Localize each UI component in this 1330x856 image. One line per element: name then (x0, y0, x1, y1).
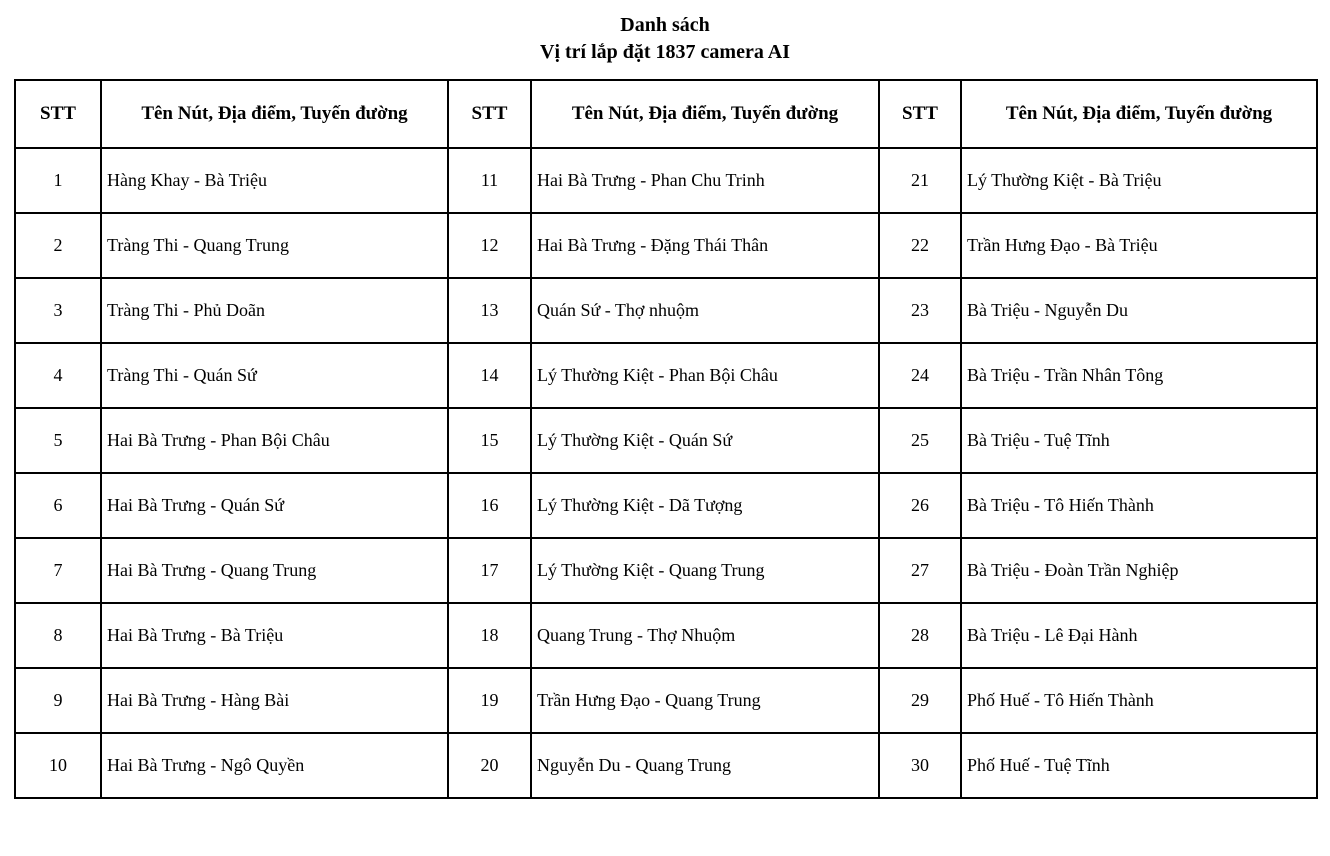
location-cell: Lý Thường Kiệt - Phan Bội Châu (531, 343, 879, 408)
location-cell: Hai Bà Trưng - Quán Sứ (101, 473, 448, 538)
location-cell: Quán Sứ - Thợ nhuộm (531, 278, 879, 343)
doc-title (0, 0, 1330, 66)
location-cell: Tràng Thi - Phủ Doãn (101, 278, 448, 343)
header-stt-col1: STT (15, 80, 101, 148)
location-cell: Hai Bà Trưng - Ngô Quyền (101, 733, 448, 798)
location-cell: Bà Triệu - Đoàn Trần Nghiệp (961, 538, 1317, 603)
table-row (15, 343, 1317, 408)
location-cell: Phố Huế - Tô Hiến Thành (961, 668, 1317, 733)
location-cell: Lý Thường Kiệt - Bà Triệu (961, 148, 1317, 213)
doc-title-line1: Danh sách (620, 14, 710, 36)
table-row (15, 278, 1317, 343)
location-cell: Hai Bà Trưng - Đặng Thái Thân (531, 213, 879, 278)
stt-cell: 24 (879, 343, 961, 408)
stt-cell: 18 (448, 603, 531, 668)
stt-cell: 22 (879, 213, 961, 278)
stt-cell: 13 (448, 278, 531, 343)
table-row (15, 408, 1317, 473)
location-cell: Nguyễn Du - Quang Trung (531, 733, 879, 798)
stt-cell: 10 (15, 733, 101, 798)
stt-cell: 5 (15, 408, 101, 473)
location-cell: Lý Thường Kiệt - Quán Sứ (531, 408, 879, 473)
stt-cell: 21 (879, 148, 961, 213)
location-cell: Bà Triệu - Tô Hiến Thành (961, 473, 1317, 538)
stt-cell: 3 (15, 278, 101, 343)
table-row (15, 733, 1317, 798)
header-stt-col3: STT (879, 80, 961, 148)
location-cell: Lý Thường Kiệt - Dã Tượng (531, 473, 879, 538)
location-cell: Bà Triệu - Lê Đại Hành (961, 603, 1317, 668)
stt-cell: 11 (448, 148, 531, 213)
stt-cell: 20 (448, 733, 531, 798)
stt-cell: 19 (448, 668, 531, 733)
location-cell: Hai Bà Trưng - Hàng Bài (101, 668, 448, 733)
location-cell: Quang Trung - Thợ Nhuộm (531, 603, 879, 668)
stt-cell: 23 (879, 278, 961, 343)
stt-cell: 28 (879, 603, 961, 668)
stt-cell: 17 (448, 538, 531, 603)
table-row (15, 213, 1317, 278)
stt-cell: 8 (15, 603, 101, 668)
stt-cell: 4 (15, 343, 101, 408)
location-cell: Lý Thường Kiệt - Quang Trung (531, 538, 879, 603)
location-cell: Trần Hưng Đạo - Bà Triệu (961, 213, 1317, 278)
stt-cell: 1 (15, 148, 101, 213)
stt-cell: 6 (15, 473, 101, 538)
location-cell: Tràng Thi - Quán Sứ (101, 343, 448, 408)
location-cell: Hai Bà Trưng - Phan Bội Châu (101, 408, 448, 473)
table-row (15, 473, 1317, 538)
location-cell: Hai Bà Trưng - Phan Chu Trinh (531, 148, 879, 213)
table-row (15, 148, 1317, 213)
table-row (15, 603, 1317, 668)
header-location-col2: Tên Nút, Địa điểm, Tuyến đường (531, 80, 879, 148)
header-row (15, 80, 1317, 148)
stt-cell: 9 (15, 668, 101, 733)
stt-cell: 15 (448, 408, 531, 473)
stt-cell: 27 (879, 538, 961, 603)
location-cell: Bà Triệu - Nguyễn Du (961, 278, 1317, 343)
stt-cell: 25 (879, 408, 961, 473)
header-location-col3: Tên Nút, Địa điểm, Tuyến đường (961, 80, 1317, 148)
location-cell: Trần Hưng Đạo - Quang Trung (531, 668, 879, 733)
location-cell: Phố Huế - Tuệ Tĩnh (961, 733, 1317, 798)
stt-cell: 2 (15, 213, 101, 278)
location-cell: Tràng Thi - Quang Trung (101, 213, 448, 278)
doc-title-line2: Vị trí lắp đặt 1837 camera AI (540, 41, 790, 63)
location-cell: Hàng Khay - Bà Triệu (101, 148, 448, 213)
camera-locations-table (14, 79, 1318, 799)
location-cell: Bà Triệu - Trần Nhân Tông (961, 343, 1317, 408)
stt-cell: 12 (448, 213, 531, 278)
header-stt-col2: STT (448, 80, 531, 148)
table-row (15, 538, 1317, 603)
location-cell: Hai Bà Trưng - Bà Triệu (101, 603, 448, 668)
location-cell: Hai Bà Trưng - Quang Trung (101, 538, 448, 603)
stt-cell: 30 (879, 733, 961, 798)
stt-cell: 7 (15, 538, 101, 603)
location-cell: Bà Triệu - Tuệ Tĩnh (961, 408, 1317, 473)
stt-cell: 26 (879, 473, 961, 538)
stt-cell: 14 (448, 343, 531, 408)
table-row (15, 668, 1317, 733)
stt-cell: 29 (879, 668, 961, 733)
stt-cell: 16 (448, 473, 531, 538)
header-location-col1: Tên Nút, Địa điểm, Tuyến đường (101, 80, 448, 148)
